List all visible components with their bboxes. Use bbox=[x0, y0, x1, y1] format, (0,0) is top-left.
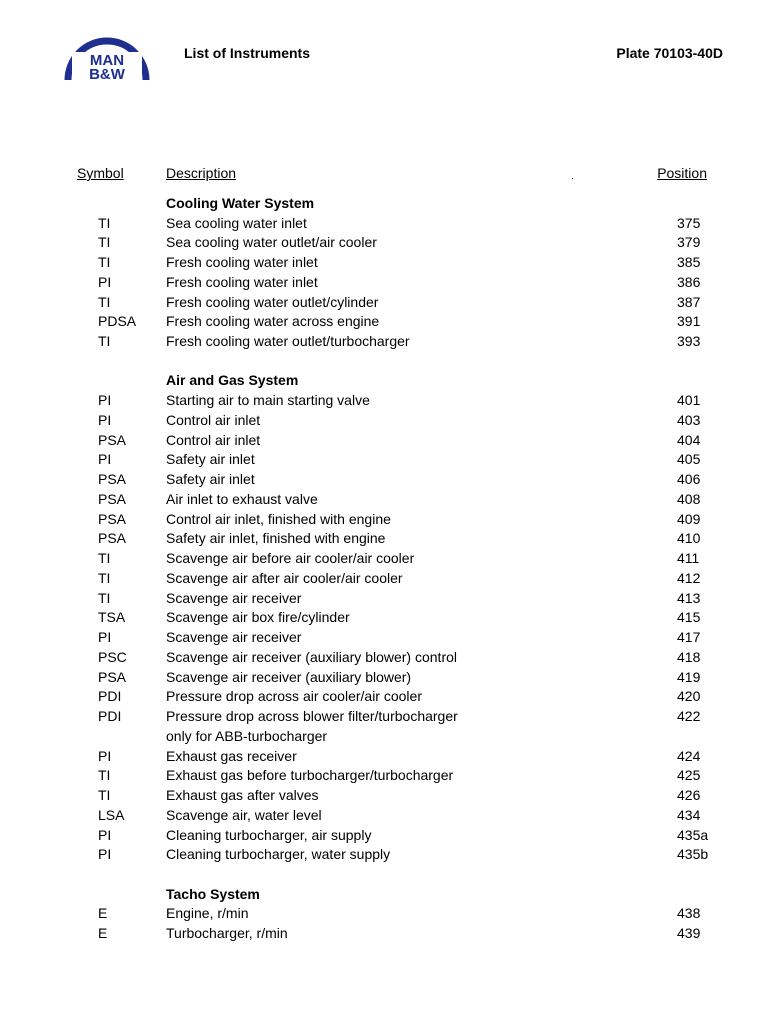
instrument-description: Scavenge air receiver bbox=[166, 629, 302, 646]
instrument-position: 435a bbox=[677, 826, 709, 843]
instrument-row bbox=[0, 332, 768, 352]
instrument-symbol: PI bbox=[98, 392, 112, 409]
instrument-symbol: PSA bbox=[98, 490, 127, 507]
instrument-position: 385 bbox=[677, 254, 701, 271]
instrument-row bbox=[0, 233, 768, 253]
instrument-symbol: TI bbox=[98, 293, 111, 310]
instrument-symbol: TI bbox=[98, 767, 111, 784]
instrument-symbol: PDI bbox=[98, 688, 122, 705]
instrument-position: 379 bbox=[677, 234, 701, 251]
plate-number: Plate 70103-40D bbox=[616, 45, 723, 61]
instrument-position: 420 bbox=[677, 688, 701, 705]
instrument-position: 403 bbox=[677, 411, 701, 428]
instrument-symbol: PDI bbox=[98, 708, 122, 725]
instrument-description: only for ABB-turbocharger bbox=[166, 727, 328, 744]
instrument-description: Turbocharger, r/min bbox=[166, 925, 288, 942]
instrument-row bbox=[0, 293, 768, 313]
instrument-description: Cleaning turbocharger, air supply bbox=[166, 826, 372, 843]
instrument-symbol: PDSA bbox=[98, 313, 137, 330]
instrument-symbol: PI bbox=[98, 411, 112, 428]
instrument-row bbox=[0, 826, 768, 846]
instrument-description: Safety air inlet bbox=[166, 471, 255, 488]
instrument-symbol: PSA bbox=[98, 530, 127, 547]
instrument-description: Engine, r/min bbox=[166, 905, 249, 922]
instrument-description: Control air inlet, finished with engine bbox=[166, 510, 391, 527]
instrument-row bbox=[0, 549, 768, 569]
instrument-row bbox=[0, 273, 768, 293]
instrument-symbol: TI bbox=[98, 234, 111, 251]
section bbox=[0, 194, 768, 352]
instrument-description: Scavenge air after air cooler/air cooler bbox=[166, 569, 403, 586]
instrument-row bbox=[0, 687, 768, 707]
instrument-position: 386 bbox=[677, 273, 701, 290]
instrument-symbol: PI bbox=[98, 826, 112, 843]
instrument-position: 418 bbox=[677, 648, 701, 665]
instrument-symbol: PI bbox=[98, 629, 112, 646]
instrument-position: 375 bbox=[677, 214, 701, 231]
column-header-position: Position bbox=[657, 165, 707, 181]
instrument-symbol: TI bbox=[98, 787, 111, 804]
instrument-symbol: TI bbox=[98, 589, 111, 606]
instrument-description: Exhaust gas receiver bbox=[166, 747, 297, 764]
instrument-description: Safety air inlet bbox=[166, 451, 255, 468]
instrument-row bbox=[0, 391, 768, 411]
instrument-description: Fresh cooling water outlet/cylinder bbox=[166, 293, 379, 310]
section bbox=[0, 885, 768, 944]
instrument-symbol: TI bbox=[98, 214, 111, 231]
instrument-row bbox=[0, 450, 768, 470]
instrument-position: 435b bbox=[677, 846, 709, 863]
logo-text-top: MAN bbox=[89, 52, 125, 69]
instrument-symbol: TSA bbox=[98, 609, 126, 626]
instrument-description: Sea cooling water inlet bbox=[166, 214, 307, 231]
instrument-row bbox=[0, 806, 768, 826]
instrument-position: 426 bbox=[677, 787, 701, 804]
section-title: Tacho System bbox=[166, 885, 260, 902]
instrument-row bbox=[0, 727, 768, 747]
man-bw-logo bbox=[62, 36, 152, 80]
instrument-position: 439 bbox=[677, 925, 701, 942]
instrument-description: Control air inlet bbox=[166, 411, 261, 428]
instrument-description: Fresh cooling water across engine bbox=[166, 313, 380, 330]
instrument-description: Pressure drop across air cooler/air cooler bbox=[166, 688, 422, 705]
section-title: Cooling Water System bbox=[166, 195, 315, 211]
instrument-symbol: PSA bbox=[98, 668, 127, 685]
logo-text-bottom: B&W bbox=[89, 66, 125, 80]
instrument-description: Scavenge air, water level bbox=[166, 806, 322, 823]
instrument-description: Air inlet to exhaust valve bbox=[166, 490, 318, 507]
instrument-row bbox=[0, 924, 768, 944]
instrument-row bbox=[0, 786, 768, 806]
instrument-row bbox=[0, 470, 768, 490]
instrument-symbol: TI bbox=[98, 254, 111, 271]
instrument-symbol: PSC bbox=[98, 648, 127, 665]
instrument-position: 419 bbox=[677, 668, 701, 685]
instrument-description: Fresh cooling water outlet/turbocharger bbox=[166, 333, 410, 350]
instrument-position: 413 bbox=[677, 589, 701, 606]
instrument-position: 401 bbox=[677, 392, 701, 409]
section-title: Air and Gas System bbox=[166, 372, 299, 389]
instrument-description: Sea cooling water outlet/air cooler bbox=[166, 234, 377, 251]
instrument-symbol: PI bbox=[98, 846, 112, 863]
instrument-position: 391 bbox=[677, 313, 701, 330]
instrument-position: 408 bbox=[677, 490, 701, 507]
instrument-position: 425 bbox=[677, 767, 701, 784]
instrument-position: 411 bbox=[677, 550, 700, 567]
instrument-row bbox=[0, 766, 768, 786]
instrument-description: Control air inlet bbox=[166, 431, 261, 448]
instrument-list bbox=[0, 194, 768, 963]
instrument-row bbox=[0, 312, 768, 332]
instrument-row bbox=[0, 707, 768, 727]
instrument-description: Exhaust gas before turbocharger/turbocharger bbox=[166, 767, 454, 784]
instrument-symbol: PI bbox=[98, 273, 112, 290]
instrument-description: Scavenge air receiver (auxiliary blower) control bbox=[166, 648, 458, 665]
instrument-description: Exhaust gas after valves bbox=[166, 787, 319, 804]
instrument-description: Fresh cooling water inlet bbox=[166, 273, 318, 290]
instrument-description: Scavenge air receiver bbox=[166, 589, 302, 606]
instrument-position: 415 bbox=[677, 609, 701, 626]
instrument-symbol: PI bbox=[98, 747, 112, 764]
instrument-symbol: LSA bbox=[98, 806, 125, 823]
instrument-row bbox=[0, 253, 768, 273]
instrument-symbol: PI bbox=[98, 451, 112, 468]
instrument-position: 404 bbox=[677, 431, 701, 448]
instrument-symbol: TI bbox=[98, 569, 111, 586]
instrument-symbol: PSA bbox=[98, 471, 127, 488]
section bbox=[0, 371, 768, 865]
instrument-row bbox=[0, 510, 768, 530]
instrument-row bbox=[0, 747, 768, 767]
instrument-symbol: E bbox=[98, 905, 108, 922]
instrument-position: 406 bbox=[677, 471, 701, 488]
instrument-row bbox=[0, 648, 768, 668]
instrument-row bbox=[0, 628, 768, 648]
instrument-description: Fresh cooling water inlet bbox=[166, 254, 318, 271]
instrument-position: 422 bbox=[677, 708, 701, 725]
instrument-row bbox=[0, 668, 768, 688]
instrument-row bbox=[0, 431, 768, 451]
stray-dot bbox=[572, 178, 573, 179]
instrument-description: Scavenge air receiver (auxiliary blower) bbox=[166, 668, 412, 685]
instrument-description: Pressure drop across blower filter/turbocharger bbox=[166, 708, 458, 725]
page-title: List of Instruments bbox=[184, 45, 311, 61]
instrument-symbol: E bbox=[98, 925, 108, 942]
instrument-row bbox=[0, 904, 768, 924]
instrument-row bbox=[0, 569, 768, 589]
instrument-description: Starting air to main starting valve bbox=[166, 392, 370, 409]
column-header-symbol: Symbol bbox=[77, 165, 124, 181]
instrument-position: 412 bbox=[677, 569, 701, 586]
instrument-position: 410 bbox=[677, 530, 701, 547]
instrument-row bbox=[0, 214, 768, 234]
column-header-description: Description bbox=[166, 165, 237, 181]
instrument-position: 409 bbox=[677, 510, 701, 527]
instrument-row bbox=[0, 845, 768, 865]
instrument-symbol: TI bbox=[98, 550, 111, 567]
instrument-position: 438 bbox=[677, 905, 701, 922]
instrument-position: 434 bbox=[677, 806, 701, 823]
instrument-description: Scavenge air box fire/cylinder bbox=[166, 609, 350, 626]
instrument-description: Cleaning turbocharger, water supply bbox=[166, 846, 391, 863]
instrument-symbol: PSA bbox=[98, 510, 127, 527]
instrument-row bbox=[0, 490, 768, 510]
instrument-description: Scavenge air before air cooler/air cooler bbox=[166, 550, 415, 567]
instrument-position: 424 bbox=[677, 747, 701, 764]
instrument-symbol: TI bbox=[98, 333, 111, 350]
instrument-position: 387 bbox=[677, 293, 701, 310]
instrument-position: 405 bbox=[677, 451, 701, 468]
instrument-description: Safety air inlet, finished with engine bbox=[166, 530, 386, 547]
instrument-symbol: PSA bbox=[98, 431, 127, 448]
instrument-position: 417 bbox=[677, 629, 701, 646]
instrument-row bbox=[0, 589, 768, 609]
instrument-row bbox=[0, 529, 768, 549]
instrument-row bbox=[0, 411, 768, 431]
instrument-row bbox=[0, 608, 768, 628]
instrument-position: 393 bbox=[677, 333, 701, 350]
